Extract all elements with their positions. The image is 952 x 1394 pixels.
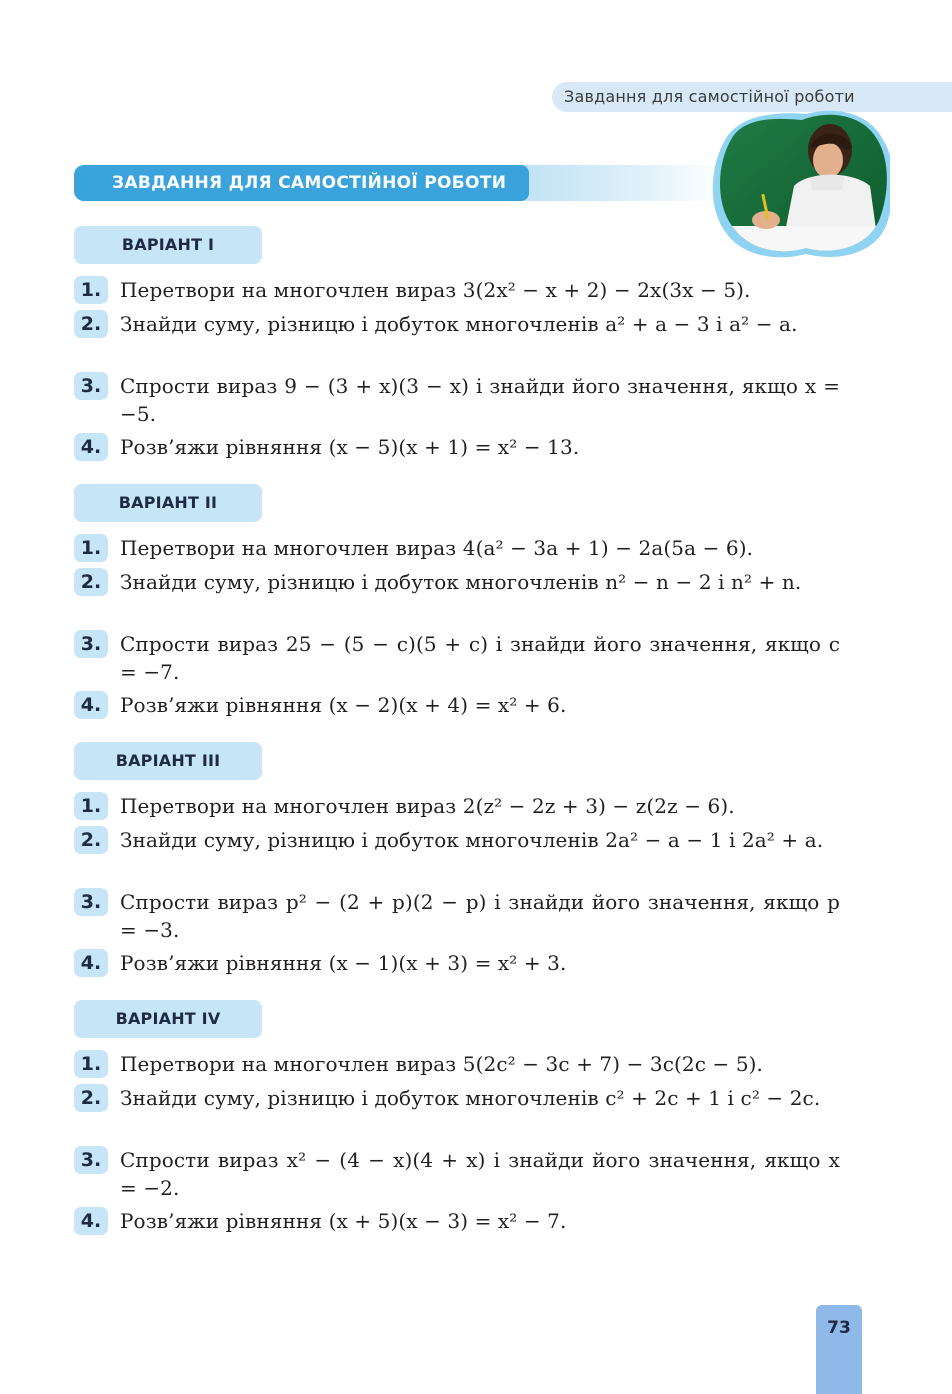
task-number: 2.	[74, 1084, 108, 1112]
task-number: 2.	[74, 568, 108, 596]
task-number: 2.	[74, 826, 108, 854]
task-text: Розв’яжи рівняння (x − 2)(x + 4) = x² + 6.	[120, 693, 567, 717]
section-banner-fade	[520, 165, 720, 201]
task-text: Спрости вираз p² − (2 + p)(2 − p) і знайди його значення, якщо p = −3.	[120, 890, 840, 942]
task-number: 2.	[74, 310, 108, 338]
task-number: 3.	[74, 888, 108, 916]
task-text: Перетвори на многочлен вираз 3(2x² − x + 2) − 2x(3x − 5).	[120, 278, 751, 302]
task-text: Розв’яжи рівняння (x − 5)(x + 1) = x² − 13.	[120, 435, 580, 459]
page-number: 73	[816, 1305, 862, 1394]
task-number: 1.	[74, 1050, 108, 1078]
variant-label: ВАРІАНТ ІV	[74, 1000, 262, 1038]
task-text: Спрости вираз 25 − (5 − c)(5 + c) і знайди його значення, якщо c = −7.	[120, 632, 840, 684]
task-number: 4.	[74, 949, 108, 977]
section-title: ЗАВДАННЯ ДЛЯ САМОСТІЙНОЇ РОБОТИ	[112, 173, 507, 193]
variant-label: ВАРІАНТ ІІІ	[74, 742, 262, 780]
student-writing-illustration	[710, 108, 890, 258]
variant-label: ВАРІАНТ І	[74, 226, 262, 264]
task-text: Знайди суму, різницю і добуток многочленів 2a² − a − 1 і 2a² + a.	[120, 828, 824, 852]
task-text: Знайди суму, різницю і добуток многочленів n² − n − 2 і n² + n.	[120, 570, 802, 594]
task-text: Розв’яжи рівняння (x − 1)(x + 3) = x² + 3.	[120, 951, 567, 975]
running-header: Завдання для самостійної роботи	[552, 82, 952, 112]
task-text: Спрости вираз x² − (4 − x)(4 + x) і знайди його значення, якщо x = −2.	[120, 1148, 840, 1200]
task-number: 3.	[74, 1146, 108, 1174]
task-number: 3.	[74, 630, 108, 658]
variant-label: ВАРІАНТ ІІ	[74, 484, 262, 522]
student-photo	[710, 108, 890, 258]
task-text: Перетвори на многочлен вираз 4(a² − 3a + 1) − 2a(5a − 6).	[120, 536, 754, 560]
task-text: Спрости вираз 9 − (3 + x)(3 − x) і знайди його значення, якщо x = −5.	[120, 374, 840, 426]
task-text: Знайди суму, різницю і добуток многочленів c² + 2c + 1 і c² − 2c.	[120, 1086, 821, 1110]
task-number: 1.	[74, 534, 108, 562]
task-number: 3.	[74, 372, 108, 400]
task-number: 4.	[74, 1207, 108, 1235]
task-text: Перетвори на многочлен вираз 5(2c² − 3c + 7) − 3c(2c − 5).	[120, 1052, 764, 1076]
task-number: 4.	[74, 433, 108, 461]
task-text: Перетвори на многочлен вираз 2(z² − 2z + 3) − z(2z − 6).	[120, 794, 735, 818]
task-text: Знайди суму, різницю і добуток многочленів a² + a − 3 і a² − a.	[120, 312, 798, 336]
task-number: 1.	[74, 792, 108, 820]
task-number: 4.	[74, 691, 108, 719]
task-number: 1.	[74, 276, 108, 304]
task-text: Розв’яжи рівняння (x + 5)(x − 3) = x² − 7.	[120, 1209, 567, 1233]
